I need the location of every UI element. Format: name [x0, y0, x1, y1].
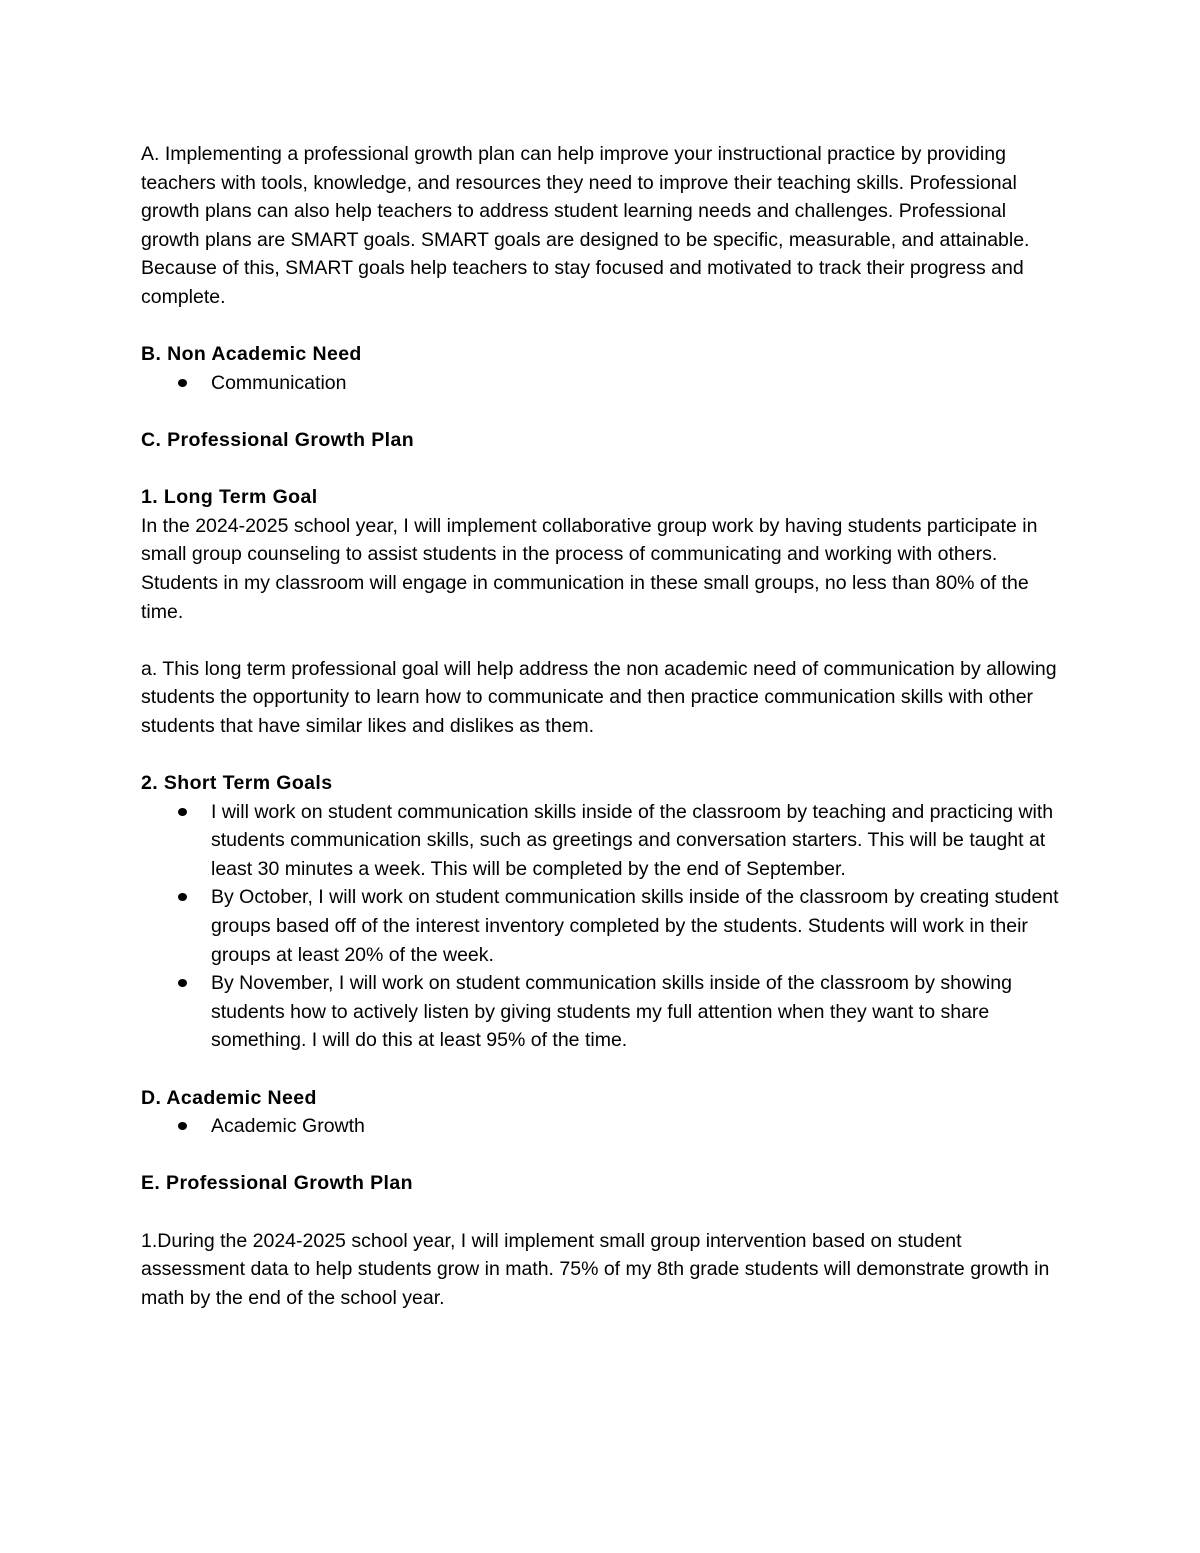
list-item-text: By October, I will work on student communication skills inside of the classroom by creating student groups based off of the interest inventory completed by the students. Students will work in their groups at least 20% of the week. — [211, 886, 1059, 966]
list-item-text: Communication — [211, 371, 347, 394]
spacer — [141, 397, 1061, 426]
list-item — [211, 883, 1061, 969]
list-item — [211, 369, 1061, 398]
spacer — [141, 740, 1061, 769]
long-term-goal-explanation: a. This long term professional goal will help address the non academic need of communication by allowing students the opportunity to learn how to communicate and then practice communication skills with other students that have similar likes and dislikes as them. — [141, 657, 1057, 737]
spacer — [141, 1198, 1061, 1227]
section-a-paragraph: A. Implementing a professional growth plan can help improve your instructional practice by providing teachers with tools, knowledge, and resources they need to improve their teaching skills. Professional growth plans can also help teachers to address student learning needs and challenges. Professional growth plans are SMART goals. SMART goals are designed to be specific, measurable, and attainable. Because of this, SMART goals help teachers to stay focused and motivated to track their progress and complete. — [141, 143, 1030, 308]
spacer — [141, 312, 1061, 341]
short-term-goals-heading: 2. Short Term Goals — [141, 772, 333, 795]
bullet-icon — [178, 379, 187, 387]
short-term-goals-list — [141, 798, 1061, 1055]
list-item — [211, 1112, 1061, 1141]
document-page — [141, 140, 1061, 1312]
bullet-icon — [178, 1122, 187, 1130]
section-c-heading: C. Professional Growth Plan — [141, 428, 415, 451]
bullet-icon — [178, 808, 187, 816]
section-e-paragraph: 1.During the 2024-2025 school year, I will implement small group intervention based on student assessment data to help students grow in math. 75% of my 8th grade students will demonstrate growth in math by the end of the school year. — [141, 1229, 1050, 1309]
long-term-goal-heading: 1. Long Term Goal — [141, 486, 318, 509]
section-b-list — [141, 369, 1061, 398]
section-e-heading: E. Professional Growth Plan — [141, 1172, 413, 1195]
list-item — [211, 798, 1061, 884]
list-item-text: I will work on student communication skills inside of the classroom by teaching and practicing with students communication skills, such as greetings and conversation starters. This will be taught at least 30 minutes a week. This will be completed by the end of September. — [211, 800, 1054, 880]
section-d-heading: D. Academic Need — [141, 1086, 317, 1109]
section-b-heading: B. Non Academic Need — [141, 343, 362, 366]
spacer — [141, 1141, 1061, 1170]
spacer — [141, 455, 1061, 484]
list-item-text: By November, I will work on student communication skills inside of the classroom by showing students how to actively listen by giving students my full attention when they want to share something. I will do this at least 95% of the time. — [211, 972, 1012, 1052]
list-item — [211, 969, 1061, 1055]
list-item-text: Academic Growth — [211, 1115, 365, 1138]
bullet-icon — [178, 893, 187, 901]
bullet-icon — [178, 979, 187, 987]
spacer — [141, 1055, 1061, 1084]
section-d-list — [141, 1112, 1061, 1141]
long-term-goal-text: In the 2024-2025 school year, I will implement collaborative group work by having students participate in small group counseling to assist students in the process of communicating and working with others. Students in my classroom will engage in communication in these small groups, no less than 80% of the time. — [141, 514, 1038, 623]
spacer — [141, 626, 1061, 655]
